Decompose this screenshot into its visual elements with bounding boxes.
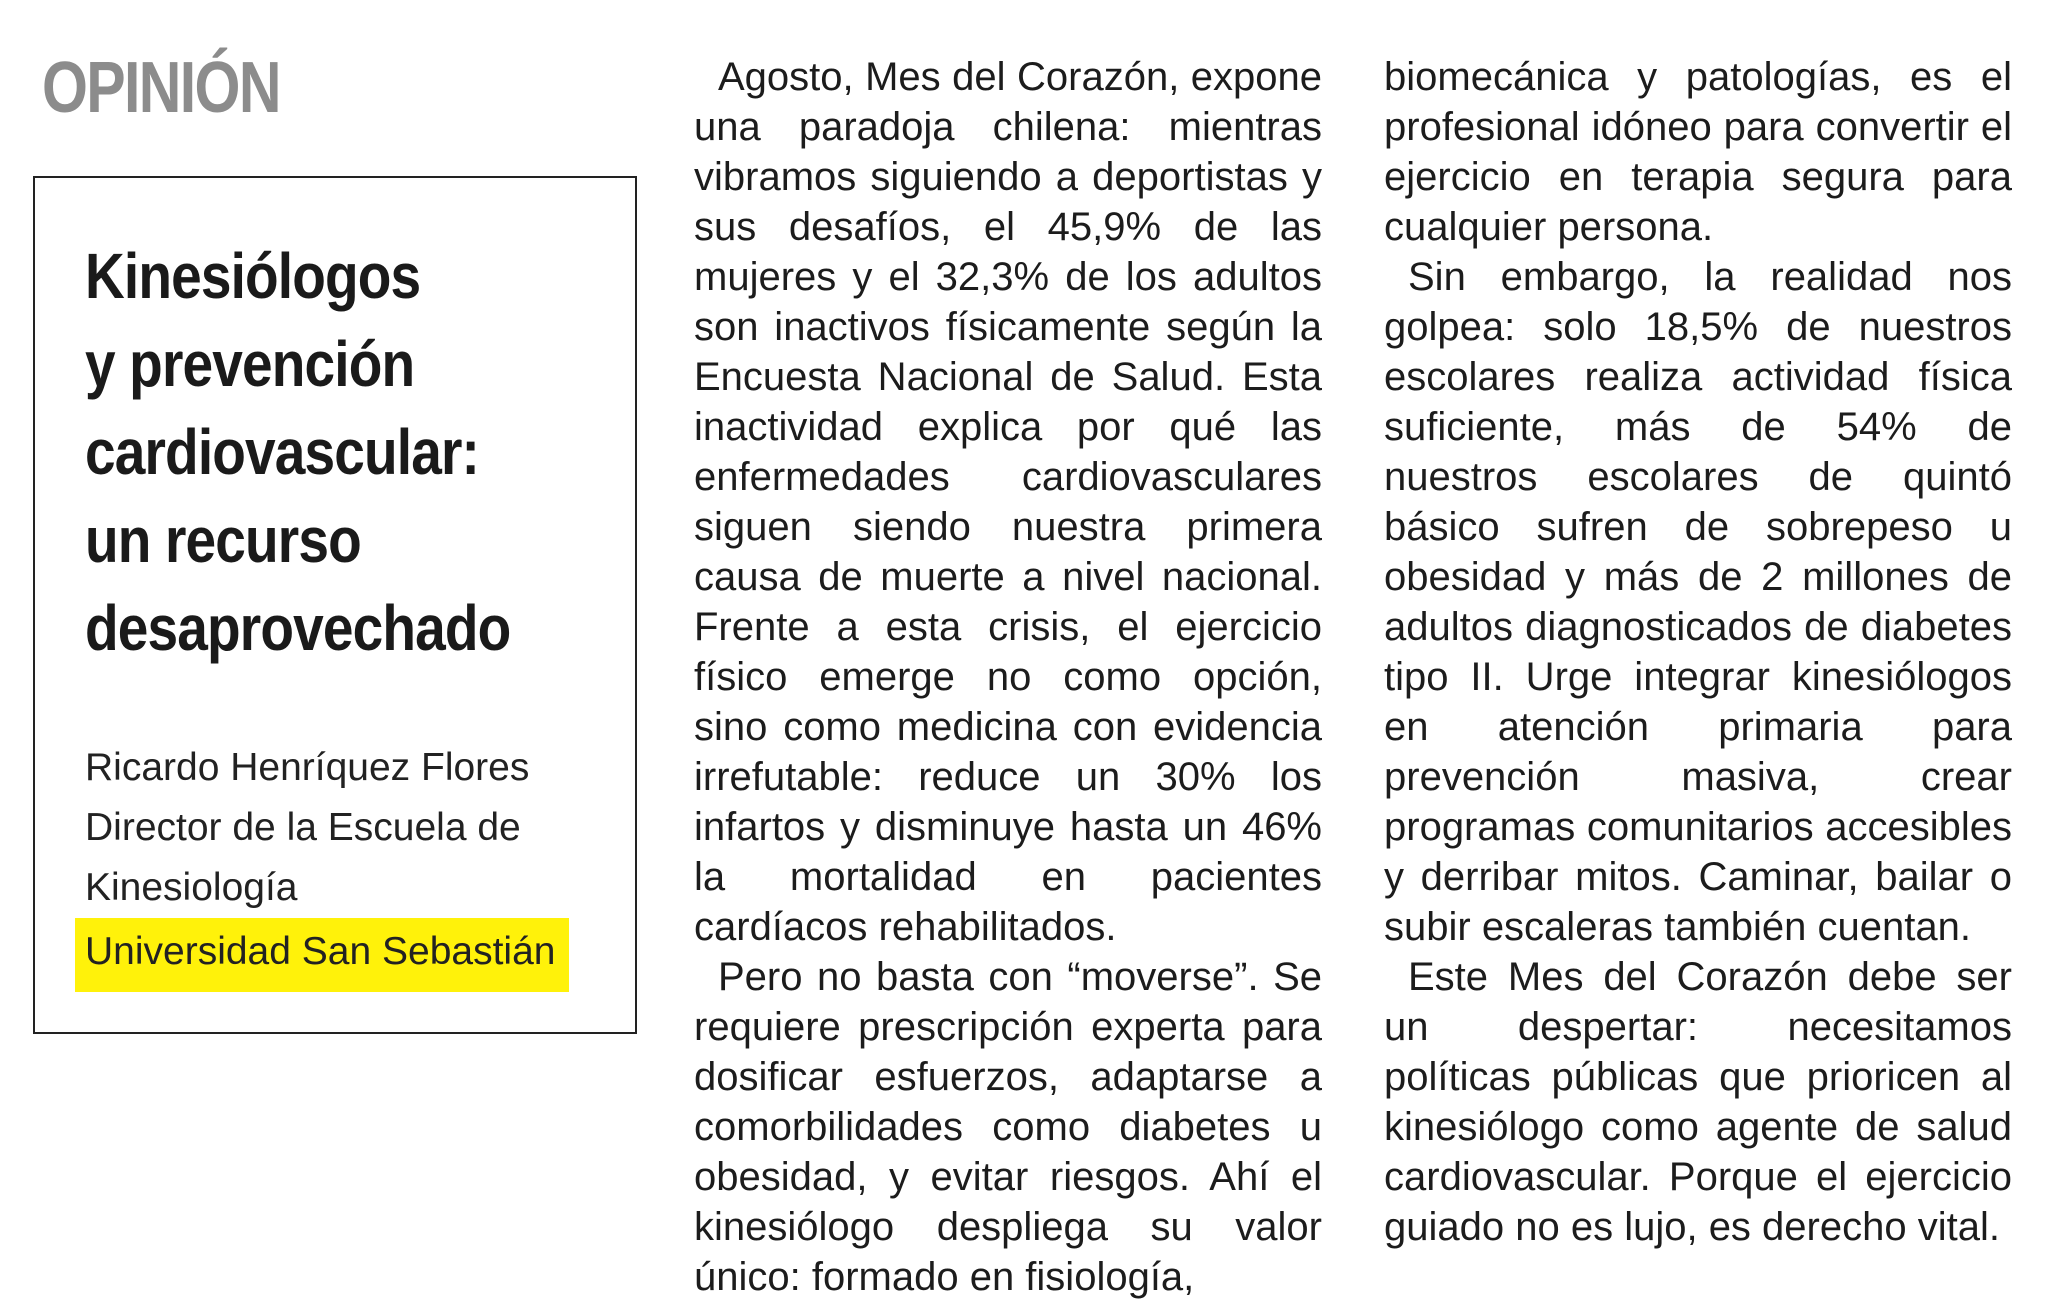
article-paragraph: Pero no basta con “moverse”. Se requiere prescripción experta para dosificar esfuerzos, adaptarse a comorbilidades como diabetes u obesidad, y evitar riesgos. Ahí el kinesiólogo despliega su valor único: formado en fisiología,: [694, 955, 1322, 1299]
article-column-1: [694, 52, 1322, 1302]
headline-line: un recurso: [85, 504, 361, 576]
article-column-2: [1384, 52, 2012, 1252]
byline: [85, 738, 605, 992]
headline-line: Kinesiólogos: [85, 240, 421, 312]
author-role: Director de la Escuela de: [85, 806, 521, 849]
headline-box: [33, 176, 637, 1034]
headline-line: cardiovascular:: [85, 416, 479, 488]
headline-line: desaprovechado: [85, 592, 511, 664]
section-label: OPINIÓN: [42, 48, 280, 128]
author-name: Ricardo Henríquez Flores: [85, 746, 530, 789]
author-institution-row: [85, 918, 605, 992]
author-institution: Universidad San Sebastián: [75, 918, 569, 992]
article-paragraph: Este Mes del Corazón debe ser un despertar: necesitamos políticas públicas que prioricen al kinesiólogo como agente de salud cardiovascular. Porque el ejercicio guiado no es lujo, es derecho vital.: [1384, 955, 2012, 1249]
article-paragraph: Sin embargo, la realidad nos golpea: solo 18,5% de nuestros escolares realiza actividad física suficiente, más de 54% de nuestros escolares de quintó básico sufren de sobrepeso u obesidad y más de 2 millones de adultos diagnosticados de diabetes tipo II. Urge integrar kinesiólogos en atención primaria para prevención masiva, crear programas comunitarios accesibles y derribar mitos. Caminar, bailar o subir escaleras también cuentan.: [1384, 255, 2012, 949]
headline: [85, 232, 625, 672]
headline-line: y prevención: [85, 328, 415, 400]
author-role-cont: Kinesiología: [85, 866, 298, 909]
article-paragraph: biomecánica y patologías, es el profesional idóneo para convertir el ejercicio en terapia segura para cualquier persona.: [1384, 55, 2012, 249]
article-paragraph: Agosto, Mes del Corazón, expone una paradoja chilena: mientras vibramos siguiendo a deportistas y sus desafíos, el 45,9% de las mujeres y el 32,3% de los adultos son inactivos físicamente según la Encuesta Nacional de Salud. Esta inactividad explica por qué las enfermedades cardiovasculares siguen siendo nuestra primera causa de muerte a nivel nacional. Frente a esta crisis, el ejercicio físico emerge no como opción, sino como medicina con evidencia irrefutable: reduce un 30% los infartos y disminuye hasta un 46% la mortalidad en pacientes cardíacos rehabilitados.: [694, 55, 1322, 949]
